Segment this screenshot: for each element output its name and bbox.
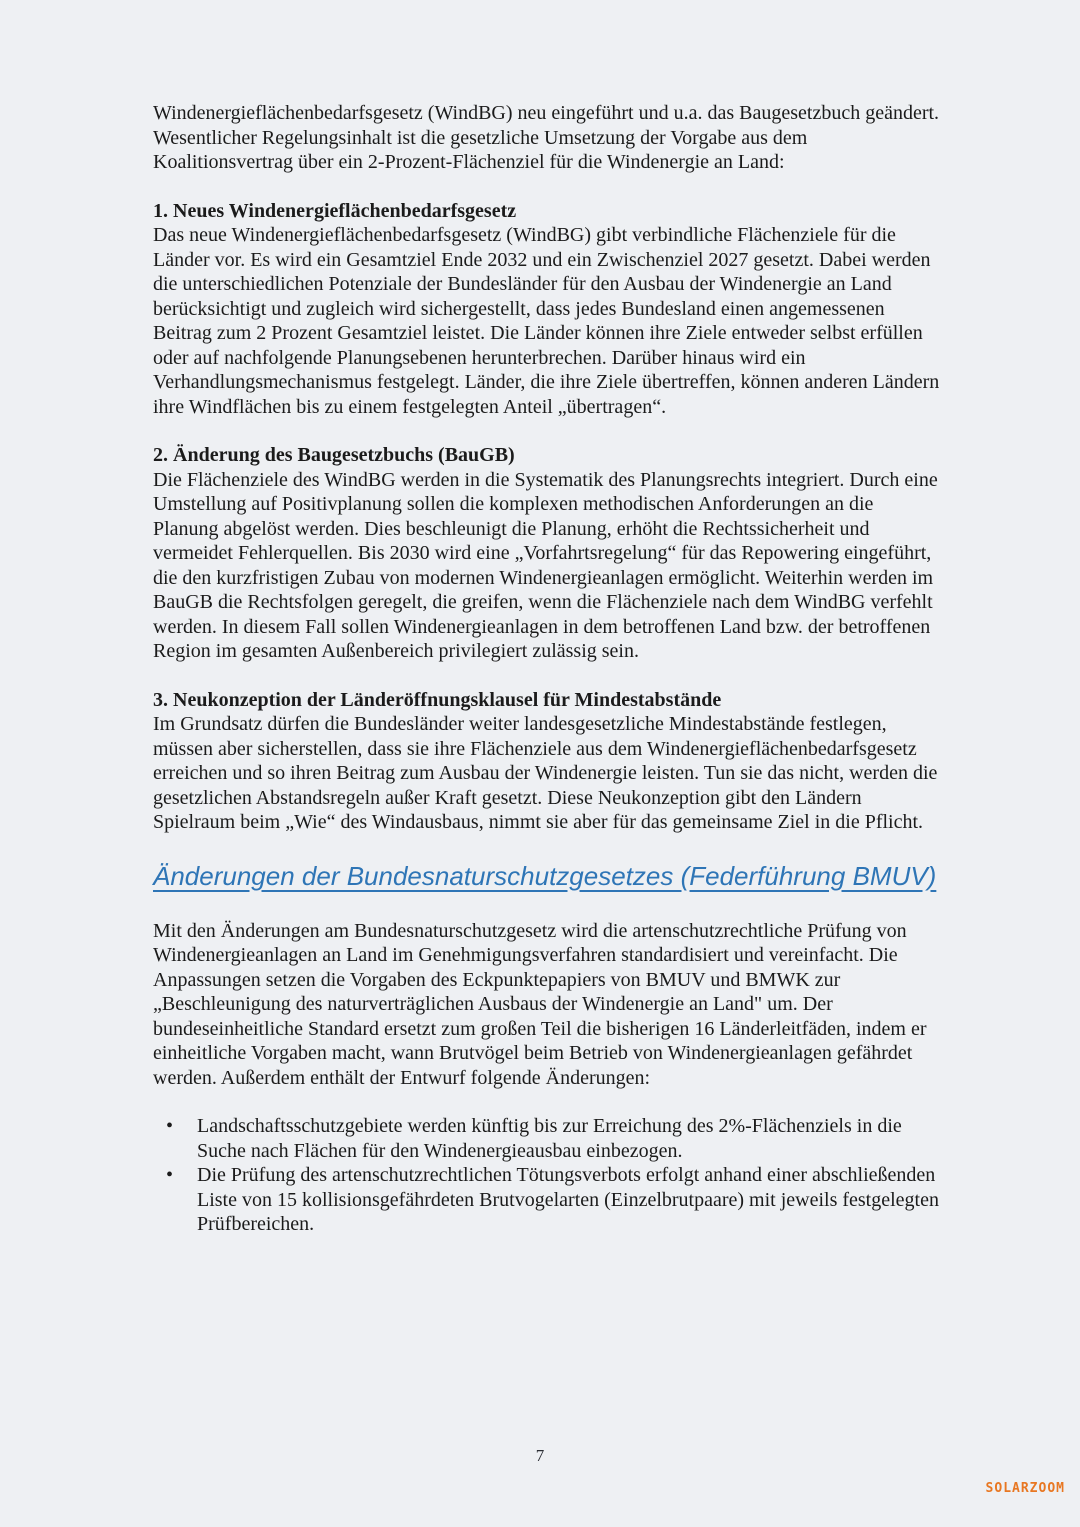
page-number: 7: [535, 1446, 545, 1465]
section-3-body: Im Grundsatz dürfen die Bundesländer weiter landesgesetzliche Mindestabstände festlegen, müssen aber sicherstellen, dass sie ihre Flächenziele aus dem Windenergieflächenbedarfsgesetz erreichen und so ihren Beitrag zum Ausbau der Windenergie leisten. Tun sie das nicht, werden die gesetzlichen Abstandsregeln außer Kraft gesetzt. Diese Neukonzeption gibt den Ländern Spielraum beim „Wie“ des Windausbaus, nimmt sie aber für das gemeinsame Ziel in die Pflicht.: [153, 713, 938, 833]
list-item: [153, 1163, 943, 1237]
section-1-body: Das neue Windenergieflächenbedarfsgesetz (WindBG) gibt verbindliche Flächenziele für die Länder vor. Es wird ein Gesamtziel Ende 2032 und ein Zwischenziel 2027 gesetzt. Dabei werden die unterschiedlichen Potenziale der Bundesländer für den Ausbau der Windenergie an Land berücksichtigt und zugleich wird sichergestellt, dass jedes Bundesland einen angemessenen Beitrag zum 2 Prozent Gesamtziel leistet. Die Länder können ihre Ziele entweder selbst erfüllen oder auf nachfolgende Planungsebenen herunterbrechen. Darüber hinaus wird ein Verhandlungsmechanismus festgelegt. Länder, die ihre Ziele übertreffen, können anderen Ländern ihre Windflächen bis zu einem festgelegten Anteil „übertragen“.: [153, 224, 940, 418]
section-2-body: Die Flächenziele des WindBG werden in die Systematik des Planungsrechts integriert. Durch eine Umstellung auf Positivplanung sollen die komplexen methodischen Anforderungen an die Planung abgelöst werden. Dies beschleunigt die Planung, erhöht die Rechtssicherheit und vermeidet Fehlerquellen. Bis 2030 wird eine „Vorfahrtsregelung“ für das Repowering eingeführt, die den kurzfristigen Zubau von modernen Windenergieanlagen ermöglicht. Weiterhin werden im BauGB die Rechtsfolgen geregelt, die greifen, wenn die Flächenziele nach dem WindBG verfehlt werden. In diesem Fall sollen Windenergieanlagen in dem betroffenen Land bzw. der betroffenen Region im gesamten Außenbereich privilegiert zulässig sein.: [153, 468, 938, 662]
page-content: [153, 101, 943, 1237]
section-1-heading: 1. Neues Windenergieflächenbedarfsgesetz: [153, 199, 517, 222]
section-3-heading: 3. Neukonzeption der Länderöffnungsklausel für Mindestabstände: [153, 688, 722, 711]
bmuv-paragraph: Mit den Änderungen am Bundesnaturschutzgesetz wird die artenschutzrechtliche Prüfung von Windenergieanlagen an Land im Genehmigungsverfahren standardisiert und vereinfacht. Die Anpassungen setzen die Vorgaben des Eckpunktepapiers von BMUV und BMWK zur „Beschleunigung des naturverträglichen Ausbaus der Windenergie an Land" um. Der bundeseinheitliche Standard ersetzt zum großen Teil die bisherigen 16 Länderleitfäden, indem er einheitliche Vorgaben macht, wann Brutvögel beim Betrieb von Windenergieanlagen gefährdet werden. Außerdem enthält der Entwurf folgende Änderungen:: [153, 919, 927, 1089]
bundesnaturschutzgesetz-heading-link[interactable]: Änderungen der Bundesnaturschutzgesetzes (Federführung BMUV): [153, 860, 937, 891]
section-2-heading: 2. Änderung des Baugesetzbuchs (BauGB): [153, 444, 515, 466]
bullet-icon: •: [166, 1164, 174, 1186]
bullet-2-text: Die Prüfung des artenschutzrechtlichen Tötungsverbots erfolgt anhand einer abschließenden Liste von 15 kollisionsgefährdeten Brutvogelarten (Einzelbrutpaare) mit jeweils festgelegten Prüfbereichen.: [197, 1164, 939, 1235]
bmuv-bullet-list: [153, 1114, 943, 1237]
section-baugb: [153, 443, 943, 664]
section-windbg: [153, 199, 943, 420]
section-mindestabstaende: [153, 688, 943, 835]
solarzoom-watermark: SOLARZOOM: [985, 1481, 1065, 1496]
bullet-icon: •: [166, 1115, 174, 1137]
intro-paragraph: Windenergieflächenbedarfsgesetz (WindBG) neu eingeführt und u.a. das Baugesetzbuch geändert. Wesentlicher Regelungsinhalt ist die gesetzliche Umsetzung der Vorgabe aus dem Koalitionsvertrag über ein 2-Prozent-Flächenziel für die Windenergie an Land:: [153, 102, 940, 173]
list-item: [153, 1114, 943, 1163]
bullet-1-text: Landschaftsschutzgebiete werden künftig bis zur Erreichung des 2%-Flächenziels in die Suche nach Flächen für den Windenergieausbau einbezogen.: [197, 1115, 902, 1162]
